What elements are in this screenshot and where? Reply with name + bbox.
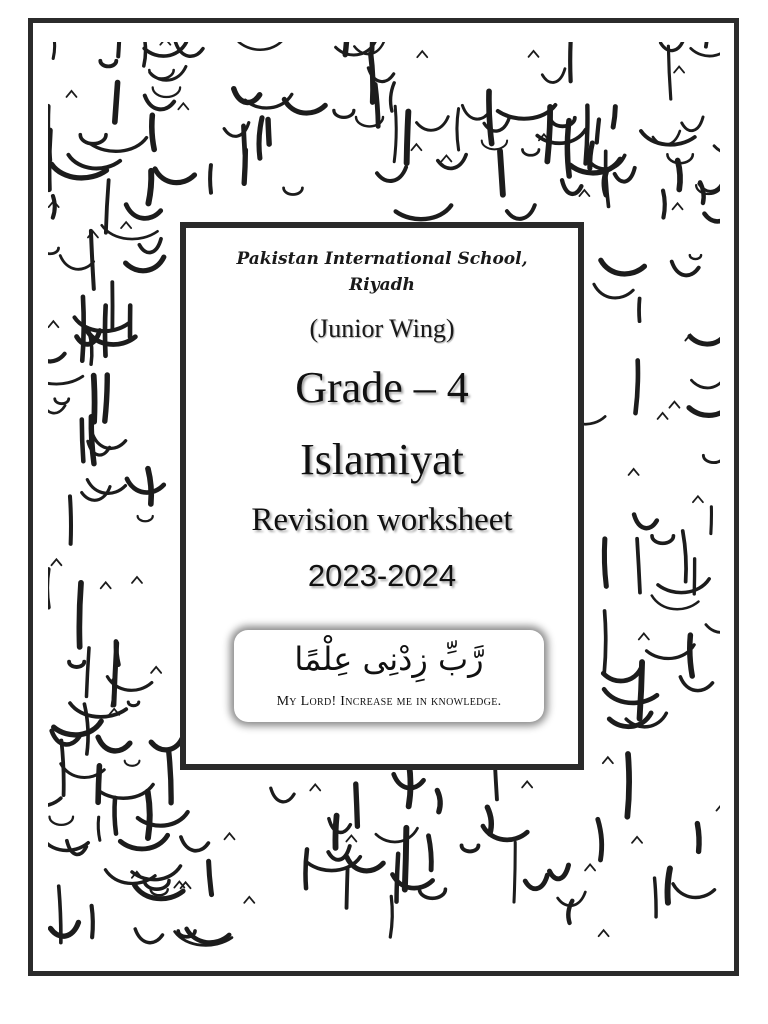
dua-translation: My Lord! Increase me in knowledge. bbox=[276, 694, 502, 709]
dua-card bbox=[234, 630, 544, 722]
title-panel bbox=[180, 222, 584, 770]
dua-arabic: رَّبِّ زِدْنِى عِلْمًا bbox=[294, 640, 484, 678]
school-name bbox=[186, 246, 578, 298]
document-type: Revision worksheet bbox=[251, 502, 513, 538]
subject-title: Islamiyat bbox=[300, 435, 464, 484]
school-name-line-1: Pakistan International School, bbox=[236, 249, 528, 269]
grade-title: Grade – 4 bbox=[295, 363, 469, 412]
wing-label: (Junior Wing) bbox=[309, 314, 455, 343]
academic-year: 2023-2024 bbox=[307, 558, 457, 593]
school-name-line-2: Riyadh bbox=[349, 275, 415, 295]
